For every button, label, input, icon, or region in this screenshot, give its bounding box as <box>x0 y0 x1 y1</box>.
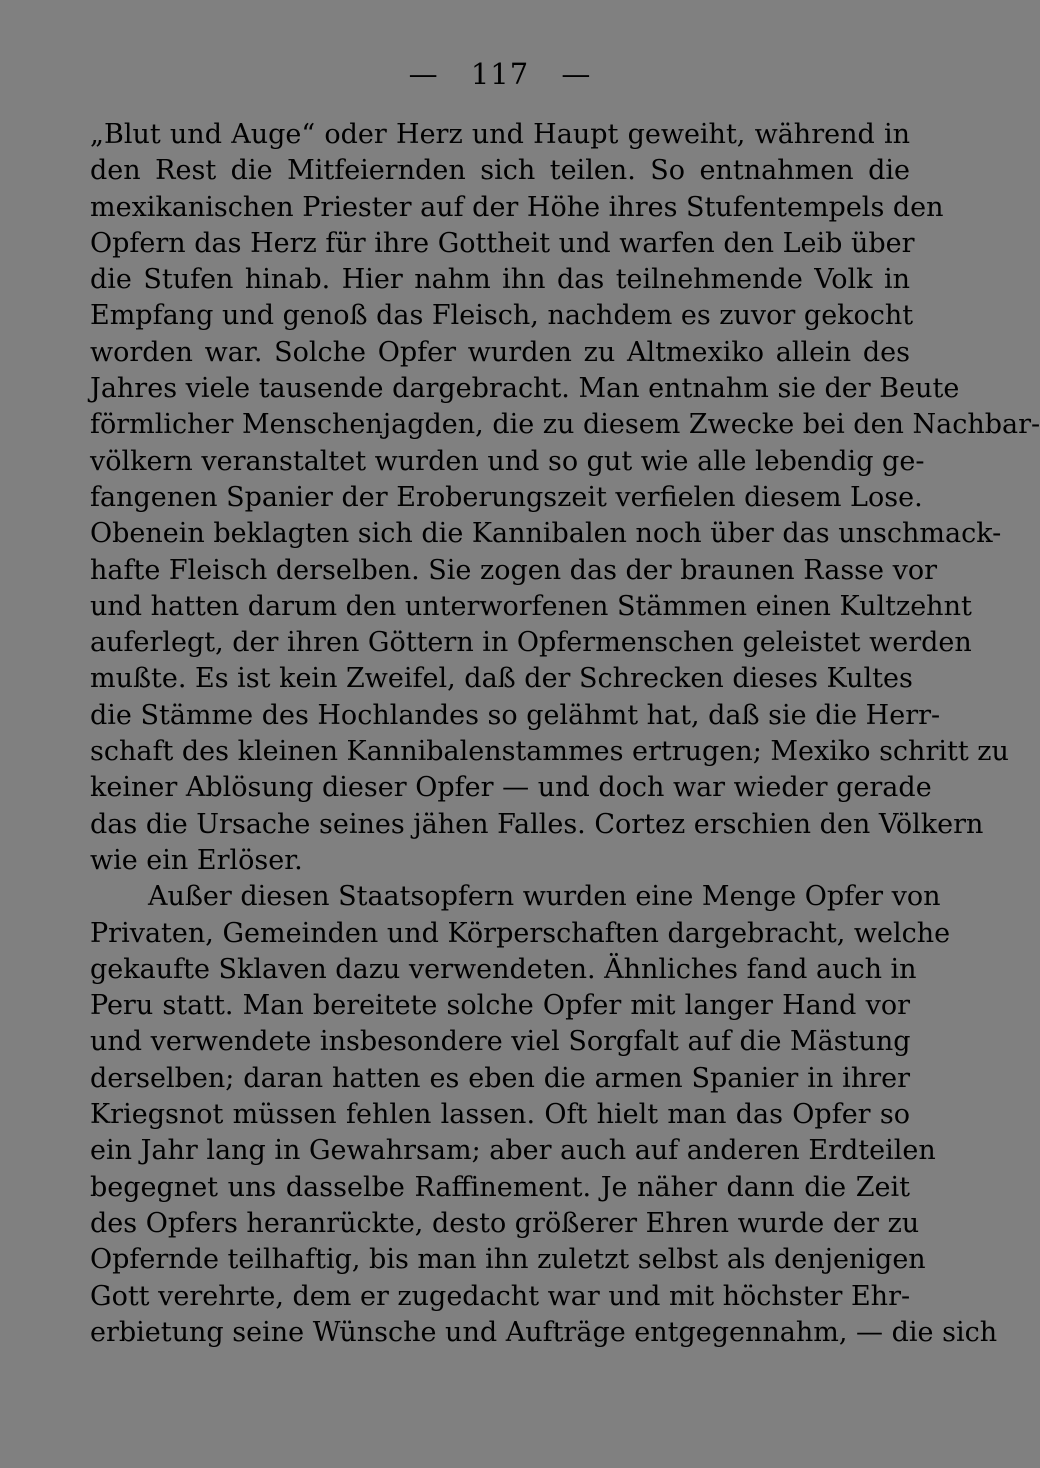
text-line: Obenein beklagten sich die Kannibalen noch über das unschmack- <box>90 518 1002 550</box>
text-line: erbietung seine Wünsche und Aufträge entgegennahm, — die sich <box>90 1316 998 1348</box>
text-line: den Rest die Mitfeiernden sich teilen. So entnahmen die <box>90 155 910 187</box>
text-line: schaft des kleinen Kannibalenstammes ertrugen; Mexiko schritt zu <box>90 736 1009 768</box>
text-line: Kriegsnot müssen fehlen lassen. Oft hielt man das Opfer so <box>90 1099 910 1131</box>
text-line: begegnet uns dasselbe Raffinement. Je näher dann die Zeit <box>90 1171 910 1203</box>
text-line: die Stämme des Hochlandes so gelähmt hat, daß sie die Herr- <box>90 699 941 731</box>
text-line: auferlegt, der ihren Göttern in Opfermenschen geleistet werden <box>90 627 972 659</box>
text-line: die Stufen hinab. Hier nahm ihn das teilnehmende Volk in <box>90 264 910 296</box>
text-line: „Blut und Auge“ oder Herz und Haupt geweiht, während in <box>90 119 910 150</box>
page-header <box>0 56 1000 92</box>
text-line: Opfernde teilhaftig, bis man ihn zuletzt selbst als denjenigen <box>90 1244 926 1276</box>
page-number: 117 <box>470 57 530 91</box>
paragraph-2 <box>90 879 998 1351</box>
header-dash-right: — <box>561 57 592 91</box>
text-line: mexikanischen Priester auf der Höhe ihres Stufentempels den <box>90 191 944 223</box>
header-dash-left: — <box>408 57 439 91</box>
text-line: des Opfers heranrückte, desto größerer Ehren wurde der zu <box>90 1207 920 1239</box>
text-line: Peru statt. Man bereitete solche Opfer mit langer Hand vor <box>90 990 910 1022</box>
text-line: förmlicher Menschenjagden, die zu diesem Zwecke bei den Nachbar- <box>90 409 1040 441</box>
text-line: keiner Ablösung dieser Opfer — und doch war wieder gerade <box>90 772 932 804</box>
text-line: Gott verehrte, dem er zugedacht war und mit höchster Ehr- <box>90 1280 911 1312</box>
text-line: völkern veranstaltet wurden und so gut wie alle lebendig ge- <box>90 445 925 477</box>
paragraph-1 <box>90 117 1040 879</box>
text-line: worden war. Solche Opfer wurden zu Altmexiko allein des <box>90 336 910 368</box>
text-line: und verwendete insbesondere viel Sorgfalt auf die Mästung <box>90 1026 911 1058</box>
text-line: hafte Fleisch derselben. Sie zogen das der braunen Rasse vor <box>90 554 938 586</box>
text-line: Außer diesen Staatsopfern wurden eine Menge Opfer von <box>148 881 941 913</box>
text-line: derselben; daran hatten es eben die armen Spanier in ihrer <box>90 1062 910 1094</box>
body-text <box>90 117 1040 1351</box>
text-line: gekaufte Sklaven dazu verwendeten. Ähnliches fand auch in <box>90 953 917 985</box>
text-line: Jahres viele tausende dargebracht. Man entnahm sie der Beute <box>90 373 960 405</box>
text-line: und hatten darum den unterworfenen Stämmen einen Kultzehnt <box>90 590 972 622</box>
text-line: Empfang und genoß das Fleisch, nachdem es zuvor gekocht <box>90 300 914 332</box>
text-line: mußte. Es ist kein Zweifel, daß der Schrecken dieses Kultes <box>90 663 913 695</box>
text-line: ein Jahr lang in Gewahrsam; aber auch auf anderen Erdteilen <box>90 1135 936 1167</box>
text-line: wie ein Erlöser. <box>90 844 303 876</box>
text-line: Opfern das Herz für ihre Gottheit und warfen den Leib über <box>90 227 915 259</box>
text-line: fangenen Spanier der Eroberungszeit verfielen diesem Lose. <box>90 481 923 513</box>
text-line: Privaten, Gemeinden und Körperschaften dargebracht, welche <box>90 917 951 949</box>
text-line: das die Ursache seines jähen Falles. Cortez erschien den Völkern <box>90 808 984 840</box>
